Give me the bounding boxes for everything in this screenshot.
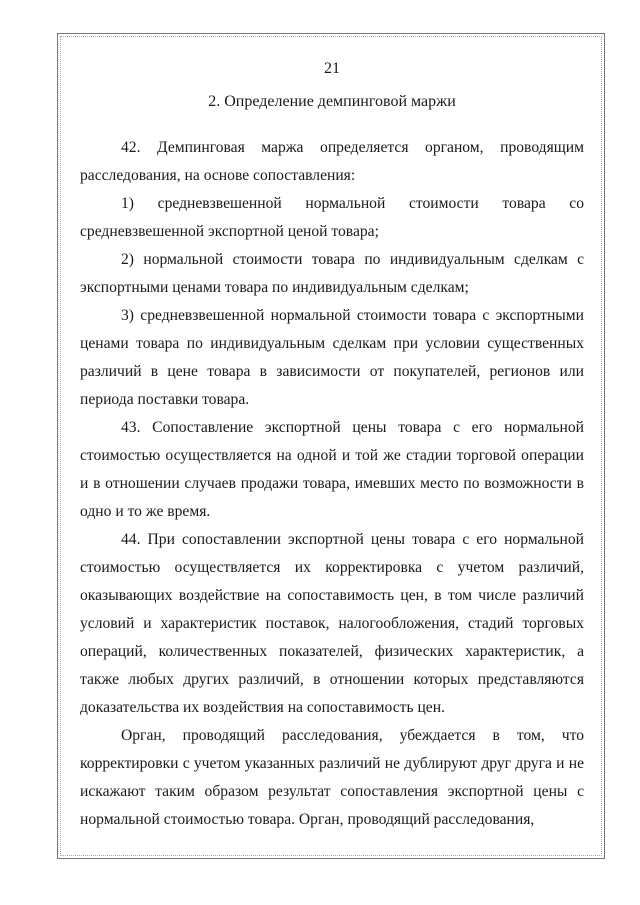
paragraph-44-continued: Орган, проводящий расследования, убеждается в том, что корректировки с учетом указанных различий не дублируют друг друга и не искажают таким образом результат сопоставления экспортной цены с нормальной стоимостью товара. Орган, проводящий расследования, [80,727,584,828]
paragraph-42-item-2: 2) нормальной стоимости товара по индивидуальным сделкам с экспортными ценами товара по индивидуальным сделкам; [80,251,584,296]
paragraph-42: 42. Демпинговая маржа определяется органом, проводящим расследования, на основе сопоставления: [80,139,584,184]
paragraph-42-item-1: 1) средневзвешенной нормальной стоимости товара со средневзвешенной экспортной ценой товара; [80,195,584,240]
paragraph-42-item-3: 3) средневзвешенной нормальной стоимости товара с экспортными ценами товара по индивидуальным сделкам при условии существенных различий в цене товара в зависимости от покупателей, регионов или периода поставки товара. [80,307,584,408]
paragraph-43: 43. Сопоставление экспортной цены товара с его нормальной стоимостью осуществляется на одной и той же стадии торговой операции и в отношении случаев продажи товара, имевших место по возможности в одно и то же время. [80,419,584,520]
page-number: 21 [324,60,340,77]
section-title: 2. Определение демпинговой маржи [208,93,456,110]
paragraph-44: 44. При сопоставлении экспортной цены товара с его нормальной стоимостью осуществляется их корректировка с учетом различий, оказывающих воздействие на сопоставимость цен, в том числе различий условий и характеристик поставок, налогообложения, стадий торговых операций, количественных показателей, физических характеристик, а также любых других различий, в отношении которых представляются доказательства их воздействия на сопоставимость цен. [80,531,584,716]
document-body [80,134,584,834]
